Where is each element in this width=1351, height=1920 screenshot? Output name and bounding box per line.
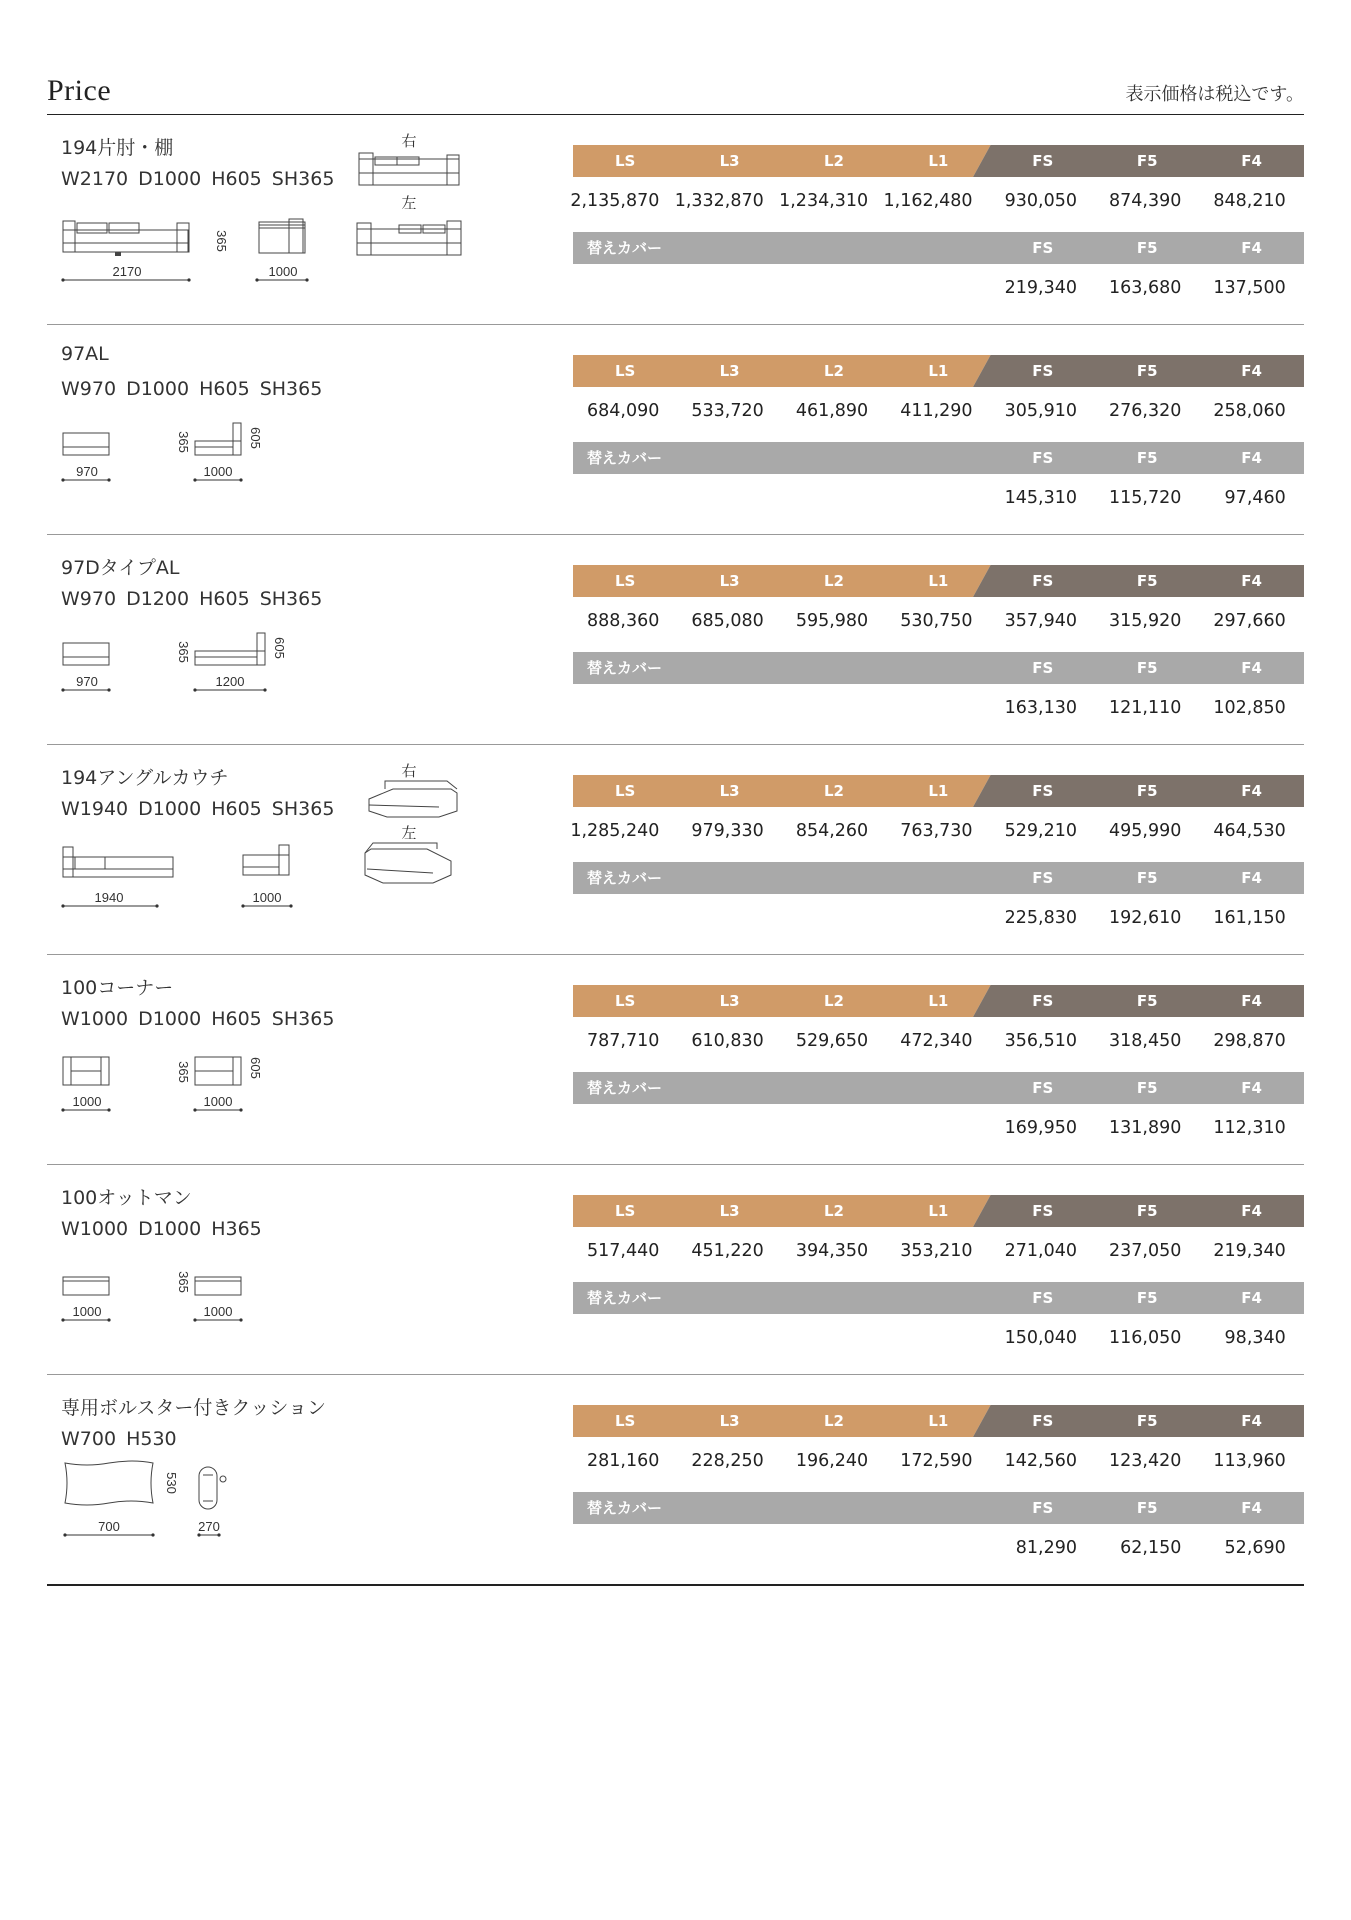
product-sketch xyxy=(47,325,487,534)
grade-label: L2 xyxy=(823,782,844,800)
grade-label: L1 xyxy=(928,992,949,1010)
price-value: 356,510 xyxy=(1004,1031,1077,1051)
side-view-sketch xyxy=(243,845,289,875)
width-label: 970 xyxy=(76,674,98,689)
product-name: 100オットマン xyxy=(61,1187,192,1209)
price-value: 357,940 xyxy=(1004,611,1077,631)
depth-label: 270 xyxy=(198,1519,220,1534)
right-version-label: 右 xyxy=(401,762,417,780)
side-view-sketch xyxy=(195,1277,241,1295)
price-value: 353,210 xyxy=(900,1241,973,1261)
cover-price-value: 131,890 xyxy=(1109,1118,1182,1138)
cover-grade-label: F4 xyxy=(1241,449,1262,467)
grade-label: LS xyxy=(615,1412,636,1430)
grade-label: L2 xyxy=(823,572,844,590)
cover-price-value: 163,130 xyxy=(1004,698,1077,718)
cover-grade-label: F5 xyxy=(1136,1079,1158,1097)
price-value: 888,360 xyxy=(587,611,660,631)
cover-price-row xyxy=(573,902,1304,934)
cover-grade-label: F4 xyxy=(1241,659,1262,677)
side-view-sketch xyxy=(195,1057,241,1085)
grade-label: FS xyxy=(1032,152,1054,170)
price-value: 172,590 xyxy=(900,1451,973,1471)
grade-label: L3 xyxy=(719,1412,740,1430)
grade-header-row xyxy=(573,355,1304,387)
product-section xyxy=(47,535,1304,745)
seat-height-label: 365 xyxy=(176,431,191,453)
seat-height-label: 365 xyxy=(176,1271,191,1293)
price-value: 2,135,870 xyxy=(570,191,660,211)
grade-label: L3 xyxy=(719,992,740,1010)
grade-label: F5 xyxy=(1136,1202,1158,1220)
product-name: 専用ボルスター付きクッション xyxy=(61,1397,327,1419)
price-value: 298,870 xyxy=(1213,1031,1286,1051)
cover-grade-label: F4 xyxy=(1241,869,1262,887)
grade-label: F4 xyxy=(1241,1202,1262,1220)
product-section xyxy=(47,745,1304,955)
depth-label: 1000 xyxy=(203,1094,233,1109)
grade-label: L3 xyxy=(719,782,740,800)
cover-grade-label: FS xyxy=(1032,1499,1054,1517)
width-label: 970 xyxy=(76,464,98,479)
cover-price-value: 112,310 xyxy=(1213,1118,1286,1138)
price-value: 529,650 xyxy=(795,1031,869,1051)
product-sketch xyxy=(47,745,487,954)
price-value: 461,890 xyxy=(795,401,869,421)
price-value: 113,960 xyxy=(1213,1451,1286,1471)
price-value: 529,210 xyxy=(1004,821,1077,841)
price-value: 684,090 xyxy=(587,401,660,421)
cover-header-row xyxy=(573,652,1304,684)
price-value: 219,340 xyxy=(1213,1241,1286,1261)
product-dimensions: W970 D1200 H605 SH365 xyxy=(61,588,323,610)
product-dimensions: W700 H530 xyxy=(61,1428,177,1450)
price-row xyxy=(573,1025,1304,1057)
grade-label: F5 xyxy=(1136,992,1158,1010)
grade-header-row xyxy=(573,1405,1304,1437)
price-table xyxy=(573,1375,1304,1584)
product-sketch xyxy=(47,955,487,1164)
grade-label: FS xyxy=(1032,572,1054,590)
cover-header-row xyxy=(573,862,1304,894)
seat-height-label: 365 xyxy=(176,1061,191,1083)
grade-header-row xyxy=(573,565,1304,597)
cover-label: 替えカバー xyxy=(587,1499,663,1517)
product-name: 97AL xyxy=(61,343,109,365)
price-value: 763,730 xyxy=(900,821,973,841)
width-label: 2170 xyxy=(112,264,142,279)
cover-grade-label: F4 xyxy=(1241,239,1262,257)
cover-price-row xyxy=(573,692,1304,724)
price-value: 610,830 xyxy=(691,1031,764,1051)
right-version-sketch xyxy=(359,153,459,185)
grade-label: F4 xyxy=(1241,1412,1262,1430)
grade-label: FS xyxy=(1032,782,1054,800)
width-label: 1940 xyxy=(94,890,124,905)
cover-price-value: 137,500 xyxy=(1213,278,1286,298)
depth-label: 1000 xyxy=(268,264,298,279)
cover-price-row xyxy=(573,272,1304,304)
grade-label: FS xyxy=(1032,992,1054,1010)
product-dimensions: W2170 D1000 H605 SH365 xyxy=(61,168,335,190)
price-value: 411,290 xyxy=(900,401,973,421)
product-section xyxy=(47,1375,1304,1586)
grade-label: F4 xyxy=(1241,572,1262,590)
cover-grade-label: F5 xyxy=(1136,449,1158,467)
product-name: 100コーナー xyxy=(61,977,174,999)
cover-grade-label: F4 xyxy=(1241,1499,1262,1517)
cover-grade-label: FS xyxy=(1032,659,1054,677)
price-value: 305,910 xyxy=(1004,401,1077,421)
grade-label: LS xyxy=(615,362,636,380)
price-value: 1,234,310 xyxy=(779,191,869,211)
product-sketch xyxy=(47,1165,487,1374)
page-title: Price xyxy=(47,74,112,107)
seat-height-label: 365 xyxy=(176,641,191,663)
cover-price-value: 121,110 xyxy=(1109,698,1182,718)
width-label: 1000 xyxy=(72,1094,102,1109)
price-value: 258,060 xyxy=(1213,401,1286,421)
product-section xyxy=(47,115,1304,325)
product-name: 97DタイプAL xyxy=(61,557,180,579)
grade-header-row xyxy=(573,985,1304,1017)
price-value: 142,560 xyxy=(1004,1451,1077,1471)
price-table xyxy=(570,745,1304,954)
cover-price-value: 97,460 xyxy=(1224,488,1286,508)
depth-label: 1000 xyxy=(252,890,282,905)
cover-label: 替えカバー xyxy=(587,1079,663,1097)
front-view-sketch xyxy=(63,847,173,877)
cover-header-row xyxy=(573,232,1304,264)
price-table xyxy=(573,955,1304,1164)
grade-label: L2 xyxy=(823,992,844,1010)
price-row xyxy=(573,395,1304,427)
price-value: 276,320 xyxy=(1109,401,1182,421)
tax-note: 表示価格は税込です。 xyxy=(1125,84,1304,105)
price-value: 271,040 xyxy=(1004,1241,1077,1261)
cover-header-row xyxy=(573,1072,1304,1104)
cover-header-row xyxy=(573,442,1304,474)
grade-label: LS xyxy=(615,992,636,1010)
grade-label: FS xyxy=(1032,1412,1054,1430)
grade-label: L1 xyxy=(928,362,949,380)
cover-grade-label: F4 xyxy=(1241,1289,1262,1307)
grade-label: L3 xyxy=(719,572,740,590)
product-sketch xyxy=(47,1375,487,1584)
cover-grade-label: F5 xyxy=(1136,659,1158,677)
cover-price-row xyxy=(573,1532,1304,1564)
price-value: 848,210 xyxy=(1213,191,1286,211)
side-view-sketch xyxy=(195,633,265,665)
cover-grade-label: F4 xyxy=(1241,1079,1262,1097)
grade-label: L2 xyxy=(823,152,844,170)
cover-price-value: 52,690 xyxy=(1224,1538,1286,1558)
grade-label: L1 xyxy=(928,782,949,800)
cover-label: 替えカバー xyxy=(587,869,663,887)
price-value: 281,160 xyxy=(587,1451,660,1471)
depth-label: 1200 xyxy=(215,674,245,689)
product-sketch xyxy=(47,535,487,744)
left-version-sketch xyxy=(357,221,461,255)
price-value: 1,285,240 xyxy=(570,821,660,841)
height-label: 365 xyxy=(214,230,229,252)
grade-label: F5 xyxy=(1136,362,1158,380)
price-value: 315,920 xyxy=(1109,611,1182,631)
price-value: 472,340 xyxy=(900,1031,973,1051)
grade-label: F4 xyxy=(1241,152,1262,170)
cover-label: 替えカバー xyxy=(587,239,663,257)
grade-label: L3 xyxy=(719,362,740,380)
price-value: 979,330 xyxy=(691,821,764,841)
price-value: 787,710 xyxy=(587,1031,660,1051)
product-section xyxy=(47,1165,1304,1375)
grade-header-row xyxy=(573,145,1304,177)
grade-label: LS xyxy=(615,152,636,170)
price-value: 464,530 xyxy=(1213,821,1286,841)
cover-price-value: 115,720 xyxy=(1109,488,1182,508)
cover-grade-label: FS xyxy=(1032,239,1054,257)
cover-price-value: 81,290 xyxy=(1015,1538,1077,1558)
price-value: 196,240 xyxy=(795,1451,869,1471)
product-section xyxy=(47,955,1304,1165)
grade-label: FS xyxy=(1032,362,1054,380)
price-table xyxy=(570,115,1304,324)
cover-grade-label: FS xyxy=(1032,1079,1054,1097)
product-dimensions: W1000 D1000 H605 SH365 xyxy=(61,1008,335,1030)
cover-label: 替えカバー xyxy=(587,659,663,677)
side-view-sketch xyxy=(195,423,241,455)
grade-label: L2 xyxy=(823,1412,844,1430)
side-view-sketch xyxy=(259,219,305,253)
height-label: 605 xyxy=(272,637,287,659)
cover-price-row xyxy=(573,1112,1304,1144)
grade-header-row xyxy=(573,1195,1304,1227)
cover-grade-label: FS xyxy=(1032,449,1054,467)
cover-grade-label: FS xyxy=(1032,869,1054,887)
grade-label: L1 xyxy=(928,572,949,590)
front-view-sketch xyxy=(63,643,109,665)
cover-price-value: 163,680 xyxy=(1109,278,1182,298)
price-table xyxy=(573,1165,1304,1374)
price-value: 595,980 xyxy=(795,611,869,631)
price-value: 533,720 xyxy=(691,401,764,421)
grade-label: LS xyxy=(615,572,636,590)
price-value: 874,390 xyxy=(1109,191,1182,211)
cover-grade-label: F5 xyxy=(1136,869,1158,887)
price-table xyxy=(573,325,1304,534)
cover-header-row xyxy=(573,1492,1304,1524)
product-name: 194片肘・棚 xyxy=(61,137,174,159)
depth-label: 1000 xyxy=(203,1304,233,1319)
grade-label: L3 xyxy=(719,1202,740,1220)
page-header xyxy=(47,70,1304,115)
front-view-sketch xyxy=(65,1461,153,1505)
price-row xyxy=(573,1235,1304,1267)
cover-price-value: 98,340 xyxy=(1224,1328,1286,1348)
front-view-sketch xyxy=(63,433,109,455)
left-version-label: 左 xyxy=(401,194,417,212)
price-value: 495,990 xyxy=(1109,821,1182,841)
front-view-sketch xyxy=(63,221,189,256)
cover-price-row xyxy=(573,1322,1304,1354)
cover-price-value: 192,610 xyxy=(1109,908,1182,928)
product-sketch xyxy=(47,115,487,324)
grade-label: F5 xyxy=(1136,782,1158,800)
grade-label: F5 xyxy=(1136,572,1158,590)
price-value: 394,350 xyxy=(795,1241,869,1261)
grade-label: L1 xyxy=(928,152,949,170)
cover-price-value: 145,310 xyxy=(1004,488,1077,508)
price-value: 1,162,480 xyxy=(883,191,973,211)
cover-header-row xyxy=(573,1282,1304,1314)
left-version-sketch xyxy=(365,843,451,883)
width-label: 1000 xyxy=(72,1304,102,1319)
price-row xyxy=(570,815,1304,847)
price-value: 297,660 xyxy=(1213,611,1286,631)
product-dimensions: W1000 D1000 H365 xyxy=(61,1218,262,1240)
price-row xyxy=(573,1445,1304,1477)
grade-label: L1 xyxy=(928,1202,949,1220)
grade-label: FS xyxy=(1032,1202,1054,1220)
cover-grade-label: F5 xyxy=(1136,239,1158,257)
cover-price-value: 219,340 xyxy=(1004,278,1077,298)
grade-label: F5 xyxy=(1136,152,1158,170)
cover-label: 替えカバー xyxy=(587,1289,663,1307)
price-value: 228,250 xyxy=(691,1451,764,1471)
price-value: 930,050 xyxy=(1004,191,1077,211)
front-view-sketch xyxy=(63,1277,109,1295)
price-table xyxy=(573,535,1304,744)
side-view-sketch xyxy=(199,1467,226,1509)
cover-grade-label: F5 xyxy=(1136,1499,1158,1517)
price-value: 237,050 xyxy=(1109,1241,1182,1261)
width-label: 700 xyxy=(98,1519,120,1534)
price-value: 123,420 xyxy=(1109,1451,1182,1471)
price-value: 685,080 xyxy=(691,611,764,631)
grade-label: LS xyxy=(615,1202,636,1220)
cover-grade-label: FS xyxy=(1032,1289,1054,1307)
grade-header-row xyxy=(573,775,1304,807)
grade-label: L2 xyxy=(823,1202,844,1220)
left-version-label: 左 xyxy=(401,824,417,842)
price-row xyxy=(570,185,1304,217)
price-value: 854,260 xyxy=(795,821,869,841)
grade-label: LS xyxy=(615,782,636,800)
cover-price-value: 62,150 xyxy=(1120,1538,1182,1558)
price-row xyxy=(573,605,1304,637)
cover-price-value: 225,830 xyxy=(1004,908,1077,928)
height-label: 530 xyxy=(164,1472,179,1494)
height-label: 605 xyxy=(248,427,263,449)
cover-grade-label: F5 xyxy=(1136,1289,1158,1307)
grade-label: L2 xyxy=(823,362,844,380)
cover-price-value: 150,040 xyxy=(1004,1328,1077,1348)
price-value: 318,450 xyxy=(1109,1031,1182,1051)
product-dimensions: W970 D1000 H605 SH365 xyxy=(61,378,323,400)
cover-price-row xyxy=(573,482,1304,514)
cover-price-value: 102,850 xyxy=(1213,698,1286,718)
grade-label: F5 xyxy=(1136,1412,1158,1430)
grade-label: F4 xyxy=(1241,992,1262,1010)
product-section xyxy=(47,325,1304,535)
depth-label: 1000 xyxy=(203,464,233,479)
price-value: 530,750 xyxy=(900,611,973,631)
product-name: 194アングルカウチ xyxy=(61,767,229,789)
grade-label: F4 xyxy=(1241,362,1262,380)
grade-label: F4 xyxy=(1241,782,1262,800)
right-version-label: 右 xyxy=(401,132,417,150)
cover-price-value: 161,150 xyxy=(1213,908,1286,928)
right-version-sketch xyxy=(369,781,457,817)
front-view-sketch xyxy=(63,1057,109,1085)
cover-price-value: 116,050 xyxy=(1109,1328,1182,1348)
grade-label: L3 xyxy=(719,152,740,170)
height-label: 605 xyxy=(248,1057,263,1079)
price-value: 517,440 xyxy=(587,1241,660,1261)
price-value: 451,220 xyxy=(691,1241,764,1261)
cover-label: 替えカバー xyxy=(587,449,663,467)
price-value: 1,332,870 xyxy=(674,191,764,211)
cover-price-value: 169,950 xyxy=(1004,1118,1077,1138)
grade-label: L1 xyxy=(928,1412,949,1430)
product-dimensions: W1940 D1000 H605 SH365 xyxy=(61,798,335,820)
